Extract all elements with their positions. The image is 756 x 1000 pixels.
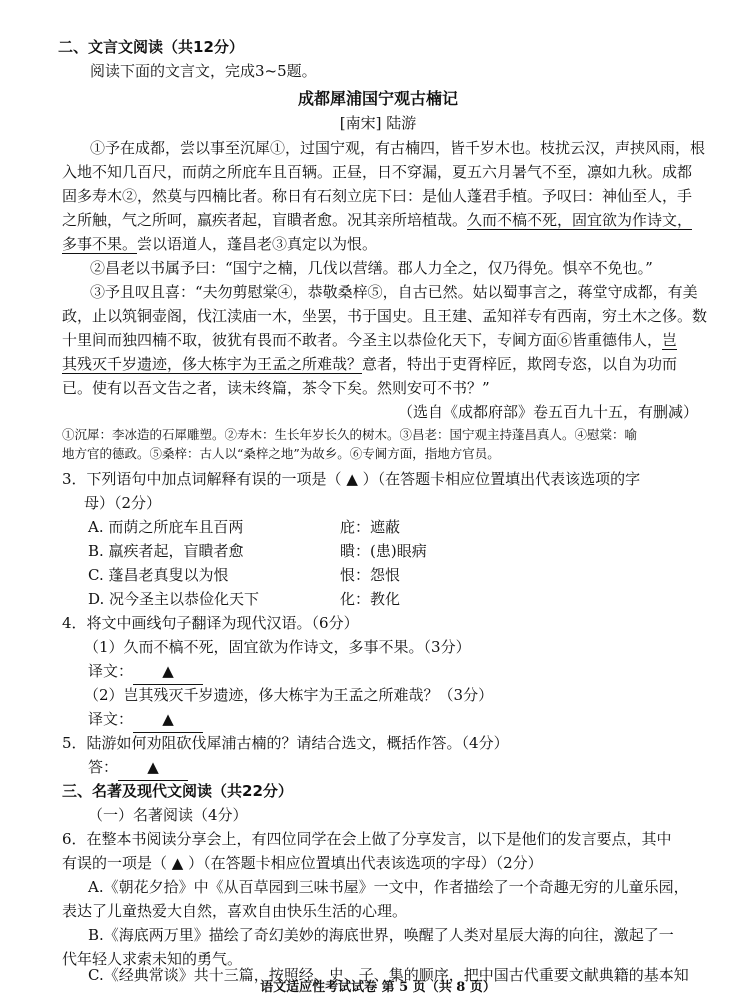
para-3-line-1: ③予且叹且喜：“夫勿剪慰棠④，恭敬桑梓⑤，自古已然。姑以蜀事言之，蒋堂守成都，有美 [90, 283, 698, 301]
q5-answer-line [88, 756, 188, 781]
para-3-line-5: 已。使有以吾文告之者，读未终篇，茶令下矣。然则安可不书？” [62, 379, 490, 397]
placeholder-triangle-icon: ▲ [162, 710, 174, 728]
para-1-line-5-text: 尝以语道人，蓬昌老③真定以为恨。 [137, 235, 378, 253]
q4-1-answer-label: 译文： [88, 662, 134, 680]
source-citation: （选自《成都府部》卷五百九十五，有删减） [398, 403, 699, 421]
para-1-line-4 [62, 209, 692, 233]
para-1-line-3: 固多寿木②，然莫与四楠比者。称日有石刻立庑下曰：是仙人蓬君手植。予叹曰：神仙至人，手 [62, 187, 693, 205]
question-4-part-2: （2）岂其残灭千岁遗迹，侈大栋宇为王孟之所难哉？（3分） [84, 686, 494, 704]
q4-2-answer-blank [133, 708, 203, 733]
question-3-line-2: 母）（2分） [84, 494, 162, 512]
question-4-part-1: （1）久而不槁不死，固宜欲为作诗文，多事不果。（3分） [84, 638, 471, 656]
para-3-line-2: 政，止以筑铜壶阁，伐江渎庙一木，坐罢，书于国史。且王建、孟知祥专有西南，穷土木之侈。数 [62, 307, 708, 325]
q4-1-answer-blank [133, 660, 203, 685]
para-3-line-3 [62, 329, 677, 353]
question-6-line-1: 6．在整本书阅读分享会上，有四位同学在会上做了分享发言，以下是他们的发言要点，其中 [62, 830, 672, 848]
q5-answer-blank [118, 756, 188, 781]
article-title: 成都犀浦国宁观古楠记 [297, 89, 458, 108]
q6-option-c-line-1: C.《经典常谈》共十三篇，按照经、史、子、集的顺序，把中国古代重要文献典籍的基本知 [88, 966, 689, 984]
para-3-line-3-text: 十里间而独四楠不取，彼犹有畏而不敢者。今圣主以恭俭化天下，专阃方面⑥皆重德伟人， [62, 331, 663, 349]
para-1-line-1: ①予在成都，尝以事至沉犀①，过国宁观，有古楠四，皆千岁木也。枝扰云汉，声挟风雨，根 [90, 139, 706, 157]
q3-option-b: B. 羸疾者起，盲瞶者愈 [88, 542, 244, 560]
question-5-title: 5．陆游如何劝阻砍伐犀浦古楠的？请结合选文，概括作答。（4分） [62, 734, 509, 752]
q3-option-a: A. 而荫之所庇车且百两 [88, 518, 244, 536]
underlined-sentence-1a: 久而不槁不死，固宜欲为作诗文， [467, 211, 693, 229]
underlined-sentence-2b: 其残灭千岁遗迹，侈大栋宇为王孟之所难哉？ [62, 355, 363, 373]
q6-option-a-line-2: 表达了儿童热爱大自然，喜欢自由快乐生活的心理。 [62, 902, 408, 920]
q3-option-c-explain: 恨：怨恨 [340, 566, 401, 584]
underlined-sentence-1b: 多事不果。 [62, 235, 138, 253]
para-3-line-4 [62, 353, 677, 377]
q3-option-d: D. 况今圣主以恭俭化天下 [88, 590, 260, 608]
question-4-title: 4．将文中画线句子翻译为现代汉语。（6分） [62, 614, 359, 632]
page-footer: 语文适应性考试试卷 第 5 页（共 8 页） [260, 980, 496, 995]
q4-1-answer-line [88, 660, 203, 685]
para-2-line-1: ②昌老以书属予曰：“国宁之楠，几伐以营缮。郡人力全之，仅乃得免。惧卒不免也。” [90, 259, 653, 277]
q4-2-answer-line [88, 708, 203, 733]
section-3-title: 三、名著及现代文阅读（共22分） [62, 782, 293, 800]
question-3-line-1: 3．下列语句中加点词解释有误的一项是（ ▲ ）（在答题卡相应位置填出代表该选项的字 [62, 470, 641, 488]
q6-option-a-line-1: A.《朝花夕拾》中《从百草园到三味书屋》一文中，作者描绘了一个奇趣无穷的儿童乐园， [88, 878, 689, 896]
q6-option-b-line-2: 代年轻人求索未知的勇气。 [62, 950, 243, 968]
q6-option-b-line-1: B.《海底两万里》描绘了奇幻美妙的海底世界，唤醒了人类对星辰大海的向往，激起了一 [88, 926, 674, 944]
para-3-line-4-text: 意者，特出于吏胥梓匠，欺罔专恣，以自为功而 [362, 355, 678, 373]
section-3-subtitle: （一）名著阅读（4分） [88, 806, 248, 824]
question-6-line-2: 有误的一项是（ ▲ ）（在答题卡相应位置填出代表该选项的字母）（2分） [62, 854, 543, 872]
section-2-intro: 阅读下面的文言文，完成3~5题。 [90, 62, 317, 80]
notes-line-1: ①沉犀：李冰造的石犀雕塑。②寿木：生长年岁长久的树木。③昌老：国宁观主持蓬昌真人。④慰棠：喻 [62, 427, 638, 442]
q5-answer-label: 答： [88, 758, 119, 776]
notes-line-2: 地方官的德政。⑤桑梓：古人以“桑梓之地”为故乡。⑥专阃方面，指地方官员。 [62, 446, 500, 461]
q3-option-b-explain: 瞶：(患)眼病 [340, 542, 427, 560]
underlined-sentence-2a: 岂 [662, 331, 678, 349]
para-1-line-4-text: 之所触，气之所呵，羸疾者起，盲瞶者愈。况其亲所培植哉。 [62, 211, 468, 229]
placeholder-triangle-icon: ▲ [162, 662, 174, 680]
para-1-line-2: 入地不知几百尺，而荫之所庇车且百辆。正昼，日不穿漏，夏五六月暑气不至，凛如九秋。成都 [62, 163, 693, 181]
placeholder-triangle-icon: ▲ [147, 758, 159, 776]
q4-2-answer-label: 译文： [88, 710, 134, 728]
section-2-title: 二、文言文阅读（共12分） [58, 38, 244, 56]
article-author: [南宋] 陆游 [339, 114, 417, 132]
q3-option-c: C. 蓬昌老真叟以为恨 [88, 566, 229, 584]
para-1-line-5 [62, 233, 377, 257]
q3-option-a-explain: 庇：遮蔽 [340, 518, 401, 536]
q3-option-d-explain: 化：教化 [340, 590, 401, 608]
